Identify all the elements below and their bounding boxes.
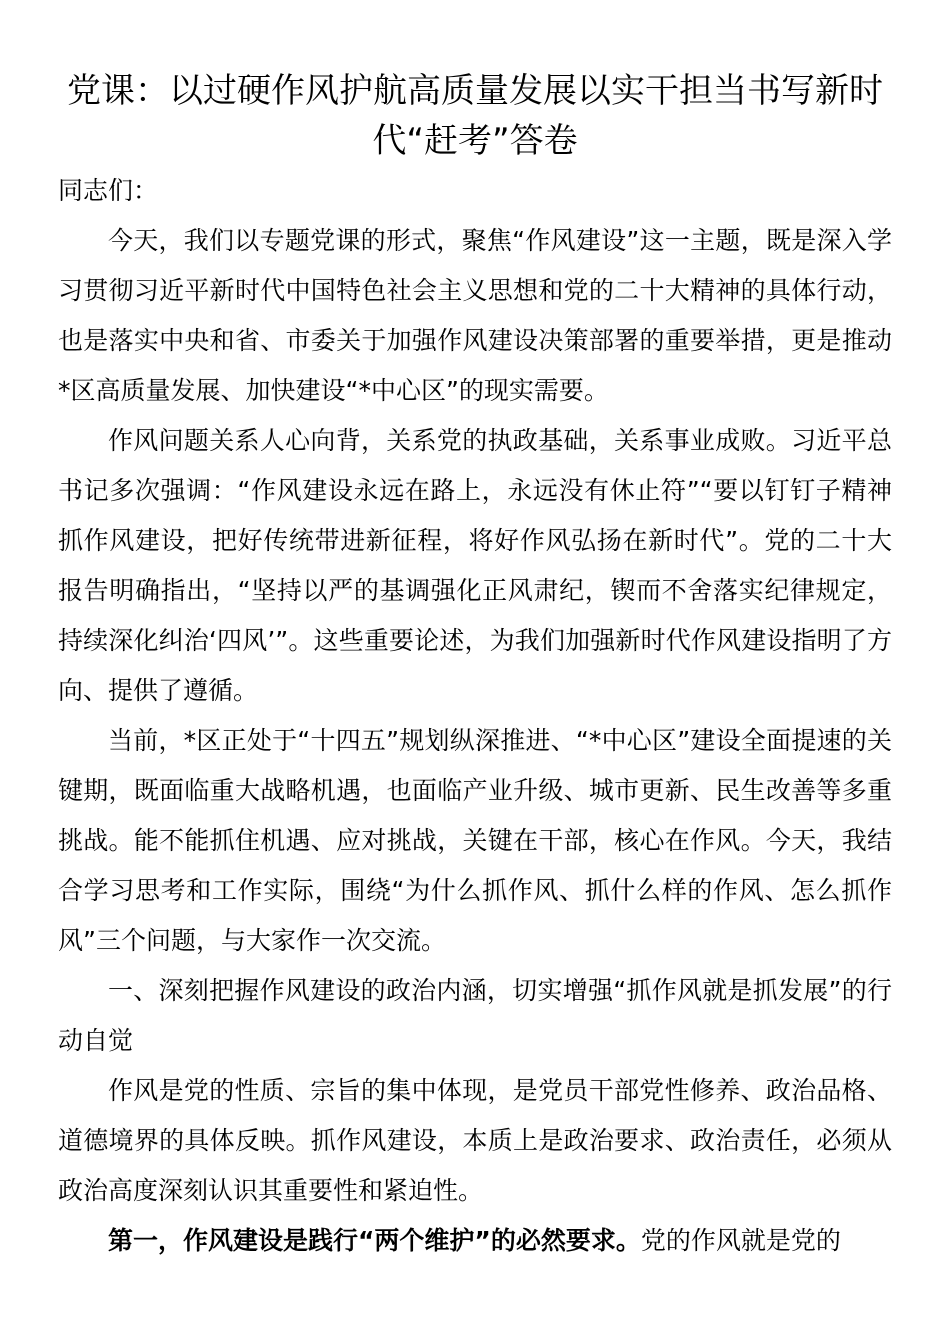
document-page <box>58 66 892 1266</box>
paragraph-section-one: 作风是党的性质、宗旨的集中体现，是党员干部党性修养、政治品格、道德境界的具体反映。抓作风建设，本质上是政治要求、政治责任，必须从政治高度深刻认识其重要性和紧迫性。 <box>58 1076 892 1205</box>
paragraph-intro: 今天，我们以专题党课的形式，聚焦“作风建设”这一主题，既是深入学习贯彻习近平新时代中国特色社会主义思想和党的二十大精神的具体行动，也是落实中央和省、市委关于加强作风建设决策部署的重要举措，更是推动*区高质量发展、加快建设“*中心区”的现实需要。 <box>58 226 892 405</box>
paragraph-quotes: 作风问题关系人心向背，关系党的执政基础，关系事业成败。习近平总书记多次强调：“作风建设永远在路上，永远没有休止符”“要以钉钉子精神抓作风建设，把好传统带进新征程，将好作风弘扬在新时代”。党的二十大报告明确指出，“坚持以严的基调强化正风肃纪，锲而不舍落实纪律规定，持续深化纠治‘四风’”。这些重要论述，为我们加强新时代作风建设指明了方向、提供了遵循。 <box>58 426 892 705</box>
paragraph-context: 当前，*区正处于“十四五”规划纵深推进、“*中心区”建设全面提速的关键期，既面临重大战略机遇，也面临产业升级、城市更新、民生改善等多重挑战。能不能抓住机遇、应对挑战，关键在干部，核心在作风。今天，我结合学习思考和工作实际，围绕“为什么抓作风、抓什么样的作风、怎么抓作风”三个问题，与大家作一次交流。 <box>58 726 892 955</box>
first-point-lead: 第一，作风建设是践行“两个维护”的必然要求。 <box>108 1226 641 1255</box>
paragraph-first-point <box>58 1216 892 1266</box>
greeting: 同志们： <box>58 176 159 205</box>
section-heading-one: 一、深刻把握作风建设的政治内涵，切实增强“抓作风就是抓发展”的行动自觉 <box>58 976 892 1055</box>
document-title: 党课：以过硬作风护航高质量发展以实干担当书写新时代“赶考”答卷 <box>67 71 883 161</box>
first-point-text: 党的作风就是党的 <box>640 1226 841 1255</box>
